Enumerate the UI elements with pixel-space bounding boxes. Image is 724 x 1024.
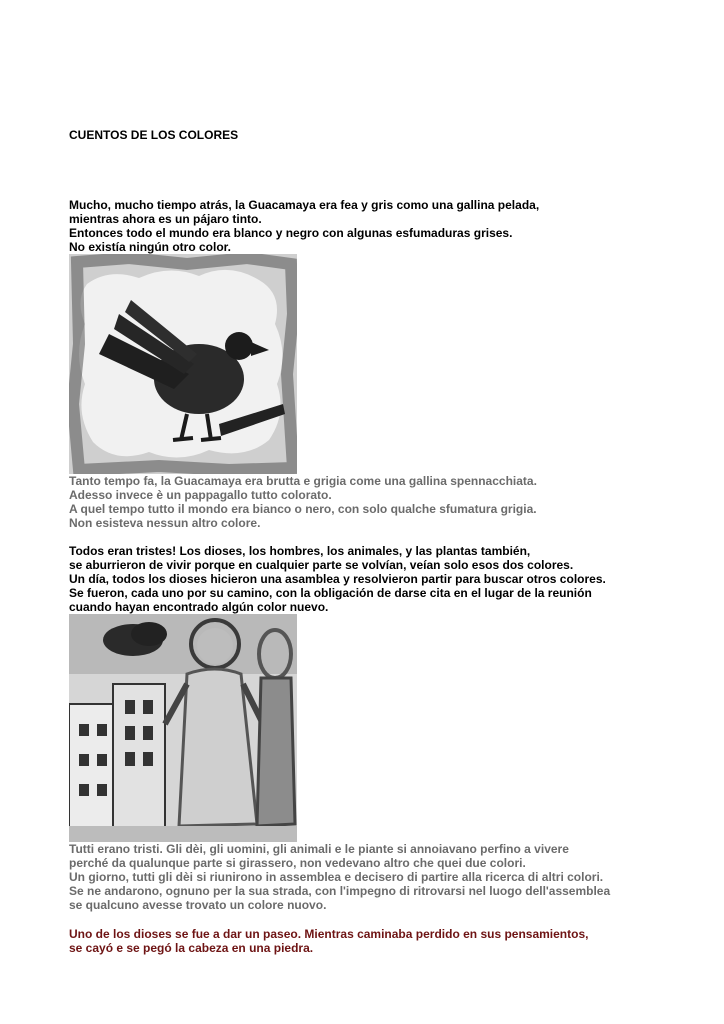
text-line: se qualcuno avesse trovato un colore nuovo. [69, 898, 327, 912]
text-line: mientras ahora es un pájaro tinto. [69, 212, 262, 226]
text-line: Entonces todo el mundo era blanco y negro con algunas esfumaduras grises. [69, 226, 513, 240]
text-line: perché da qualunque parte si girassero, non vedevano altro che quei due colori. [69, 856, 526, 870]
text-line: Uno de los dioses se fue a dar un paseo. Mientras caminaba perdido en sus pensamientos, [69, 927, 589, 941]
text-line: Non esisteva nessun altro colore. [69, 516, 261, 530]
paragraph-spanish-2 [69, 544, 606, 614]
illustration-gods-drawing [69, 614, 297, 842]
text-line: Un día, todos los dioses hicieron una asamblea y resolvieron partir para buscar otros colores. [69, 572, 606, 586]
text-line: Se fueron, cada uno por su camino, con la obligación de darse cita en el lugar de la reunión [69, 586, 592, 600]
text-line: Mucho, mucho tiempo atrás, la Guacamaya era fea y gris como una gallina pelada, [69, 198, 540, 212]
paragraph-spanish-1 [69, 198, 539, 254]
text-line: cuando hayan encontrado algún color nuevo. [69, 600, 329, 614]
document-title: CUENTOS DE LOS COLORES [69, 128, 239, 142]
illustration-bird-drawing [69, 254, 297, 474]
text-line: se aburrieron de vivir porque en cualquier parte se volvían, veían solo esos dos colores. [69, 558, 574, 572]
text-line: Tanto tempo fa, la Guacamaya era brutta e grigia come una gallina spennacchiata. [69, 474, 537, 488]
text-line: A quel tempo tutto il mondo era bianco o nero, con solo qualche sfumatura grigia. [69, 502, 537, 516]
text-line: No existía ningún otro color. [69, 240, 232, 254]
paragraph-italian-1 [69, 474, 537, 530]
paragraph-spanish-3 [69, 927, 588, 955]
text-line: se cayó e se pegó la cabeza en una piedra. [69, 941, 314, 955]
text-line: Tutti erano tristi. Gli dèi, gli uomini, gli animali e le piante si annoiavano perfino a vivere [69, 842, 569, 856]
text-line: Todos eran tristes! Los dioses, los hombres, los animales, y las plantas también, [69, 544, 531, 558]
text-line: Se ne andarono, ognuno per la sua strada, con l'impegno di ritrovarsi nel luogo dell'assemblea [69, 884, 611, 898]
paragraph-italian-2 [69, 842, 610, 912]
text-line: Adesso invece è un pappagallo tutto colorato. [69, 488, 332, 502]
text-line: Un giorno, tutti gli dèi si riunirono in assemblea e decisero di partire alla ricerca di altri colori. [69, 870, 604, 884]
